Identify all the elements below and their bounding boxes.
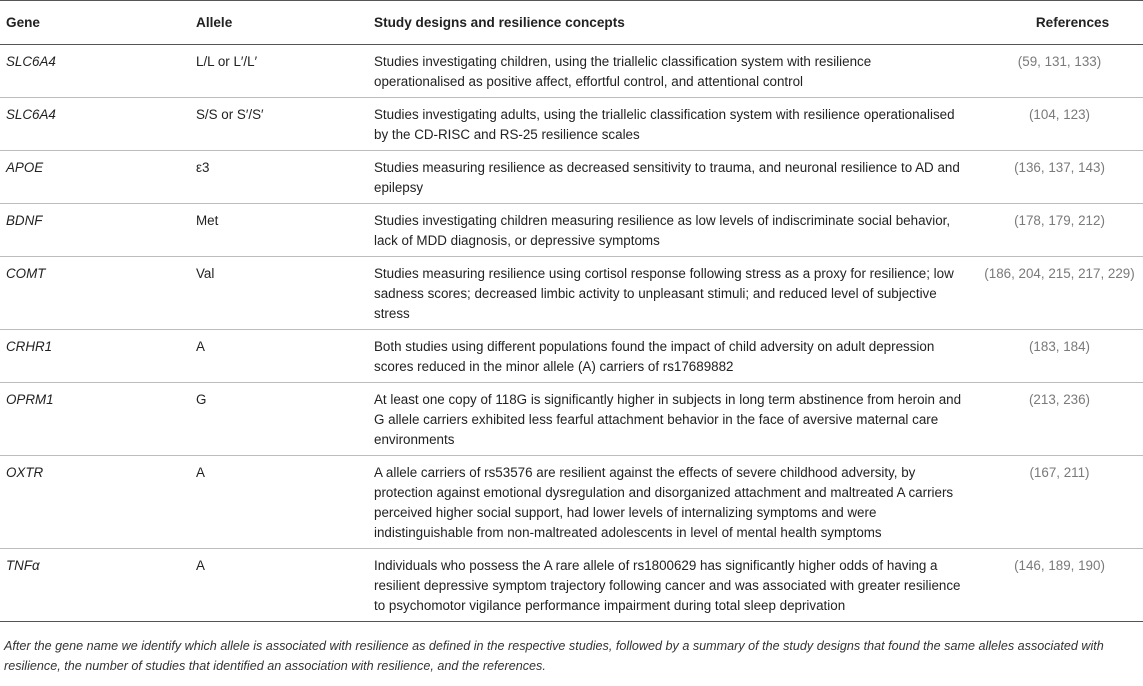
allele-cell: S/S or S′/S′: [190, 98, 368, 151]
header-allele: Allele: [190, 1, 368, 45]
allele-cell: Val: [190, 257, 368, 330]
gene-cell: OXTR: [0, 456, 190, 549]
table-row: [0, 330, 1143, 383]
references-link[interactable]: (59, 131, 133): [968, 45, 1143, 98]
allele-cell: G: [190, 383, 368, 456]
table-row: [0, 204, 1143, 257]
references-link[interactable]: (146, 189, 190): [968, 549, 1143, 622]
gene-cell: BDNF: [0, 204, 190, 257]
table-row: [0, 45, 1143, 98]
allele-cell: L/L or L′/L′: [190, 45, 368, 98]
references-link[interactable]: (178, 179, 212): [968, 204, 1143, 257]
references-link[interactable]: (104, 123): [968, 98, 1143, 151]
gene-cell: SLC6A4: [0, 98, 190, 151]
references-link[interactable]: (183, 184): [968, 330, 1143, 383]
table-row: [0, 383, 1143, 456]
design-cell: Both studies using different populations found the impact of child adversity on adult depression scores reduced in the minor allele (A) carriers of rs17689882: [368, 330, 968, 383]
header-references: References: [968, 1, 1143, 45]
gene-cell: SLC6A4: [0, 45, 190, 98]
design-cell: Studies investigating children, using the triallelic classification system with resilience operationalised as positive affect, effortful control, and attentional control: [368, 45, 968, 98]
design-cell: Studies measuring resilience as decreased sensitivity to trauma, and neuronal resilience to AD and epilepsy: [368, 151, 968, 204]
header-design: Study designs and resilience concepts: [368, 1, 968, 45]
gene-cell: APOE: [0, 151, 190, 204]
allele-cell: A: [190, 456, 368, 549]
header-row: [0, 1, 1143, 45]
allele-cell: ε3: [190, 151, 368, 204]
references-link[interactable]: (136, 137, 143): [968, 151, 1143, 204]
table-row: [0, 257, 1143, 330]
design-cell: A allele carriers of rs53576 are resilient against the effects of severe childhood adversity, by protection against emotional dysregulation and disorganized attachment and maltreated A carriers perceived higher social support, had lower levels of internalizing symptoms and were indistinguishable from non-maltreated adolescents in level of mental health symptoms: [368, 456, 968, 549]
design-cell: Studies investigating children measuring resilience as low levels of indiscriminate social behavior, lack of MDD diagnosis, or depressive symptoms: [368, 204, 968, 257]
allele-cell: A: [190, 549, 368, 622]
references-link[interactable]: (167, 211): [968, 456, 1143, 549]
allele-cell: A: [190, 330, 368, 383]
table-row: [0, 549, 1143, 622]
design-cell: Studies investigating adults, using the triallelic classification system with resilience operationalised by the CD-RISC and RS-25 resilience scales: [368, 98, 968, 151]
design-cell: Studies measuring resilience using cortisol response following stress as a proxy for resilience; low sadness scores; decreased limbic activity to unpleasant stimuli; and reduced level of subjective stress: [368, 257, 968, 330]
allele-cell: Met: [190, 204, 368, 257]
references-link[interactable]: (213, 236): [968, 383, 1143, 456]
gene-cell: TNFα: [0, 549, 190, 622]
gene-cell: CRHR1: [0, 330, 190, 383]
header-gene: Gene: [0, 1, 190, 45]
table-row: [0, 456, 1143, 549]
gene-cell: COMT: [0, 257, 190, 330]
table-caption: After the gene name we identify which allele is associated with resilience as defined in the respective studies, followed by a summary of the study designs that found the same alleles associated with resilience, the number of studies that identified an association with resilience, and the references.: [4, 639, 1104, 673]
references-link[interactable]: (186, 204, 215, 217, 229): [968, 257, 1143, 330]
table-row: [0, 151, 1143, 204]
design-cell: At least one copy of 118G is significantly higher in subjects in long term abstinence from heroin and G allele carriers exhibited less fearful attachment behavior in the face of aversive maternal care environments: [368, 383, 968, 456]
gene-cell: OPRM1: [0, 383, 190, 456]
table-row: [0, 98, 1143, 151]
design-cell: Individuals who possess the A rare allele of rs1800629 has significantly higher odds of having a resilient depressive symptom trajectory following cancer and was associated with greater resilience to psychomotor vigilance performance impairment during total sleep deprivation: [368, 549, 968, 622]
